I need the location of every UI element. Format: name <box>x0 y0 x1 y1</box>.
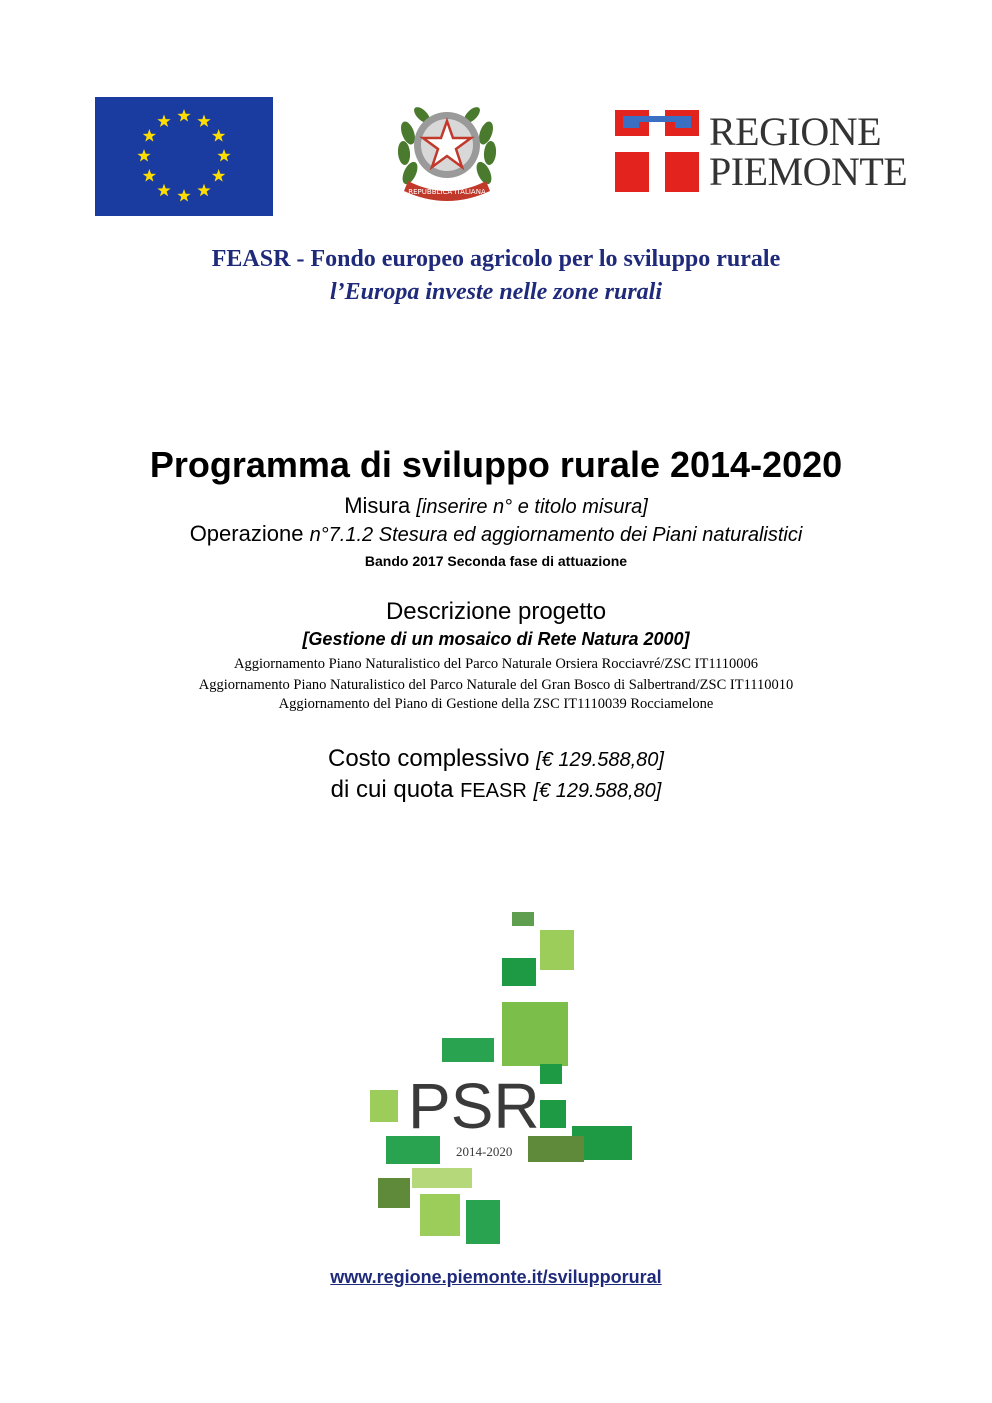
regione-piemonte-logo <box>615 108 908 196</box>
description-line: Aggiornamento Piano Naturalistico del Parco Naturale del Gran Bosco di Salbertrand/ZSC IT1110010 <box>198 677 794 693</box>
eu-star-icon <box>212 169 225 182</box>
eu-star-icon <box>157 184 170 197</box>
psr-text: PSR <box>408 1070 540 1142</box>
quota-line <box>0 776 992 804</box>
eu-star-icon <box>157 114 170 127</box>
eu-star-icon <box>212 129 225 142</box>
description-line: Aggiornamento Piano Naturalistico del Parco Naturale Orsiera Rocciavré/ZSC IT1110006 <box>234 656 758 672</box>
misura-line <box>0 493 992 519</box>
eu-star-icon <box>177 189 190 202</box>
quota-value: [€ 129.588,80] <box>533 780 662 802</box>
eu-star-icon <box>137 149 150 162</box>
eu-star-icon <box>143 169 156 182</box>
misura-value: [inserire n° e titolo misura] <box>416 496 648 518</box>
eu-star-icon <box>143 129 156 142</box>
description-heading: Descrizione progetto <box>385 598 607 625</box>
eu-star-icon <box>217 149 230 162</box>
eu-flag-icon <box>95 97 273 216</box>
total-cost-line <box>0 745 992 773</box>
eu-star-icon <box>197 184 210 197</box>
description-line: Aggiornamento del Piano di Gestione della ZSC IT1110039 Rocciamelone <box>278 696 714 712</box>
quota-fund: FEASR <box>460 780 527 802</box>
italian-republic-emblem-icon <box>394 93 500 203</box>
feasr-title: FEASR - Fondo europeo agricolo per lo sviluppo rurale <box>211 246 781 272</box>
operazione-label: Operazione <box>189 521 304 546</box>
operazione-line <box>0 521 992 547</box>
eu-star-icon <box>197 114 210 127</box>
operazione-value: n°7.1.2 Stesura ed aggiornamento dei Piani naturalistici <box>309 524 803 546</box>
misura-label: Misura <box>344 493 411 518</box>
quota-label: di cui quota <box>330 776 454 803</box>
eu-stars <box>95 97 273 216</box>
website-link[interactable]: www.regione.piemonte.it/svilupporural <box>330 1267 662 1287</box>
regione-piemonte-shield-icon <box>615 110 699 192</box>
emblem-ribbon-text: REPUBBLICA ITALIANA <box>408 188 486 196</box>
total-cost-value: [€ 129.588,80] <box>536 749 664 771</box>
piemonte-name: PIEMONTE <box>709 149 908 194</box>
feasr-subtitle: l’Europa investe nelle zone rurali <box>329 279 663 305</box>
program-title: Programma di sviluppo rurale 2014-2020 <box>149 444 843 485</box>
regione-name: REGIONE <box>709 109 882 154</box>
psr-years: 2014-2020 <box>456 1144 513 1159</box>
bando-line: Bando 2017 Seconda fase di attuazione <box>364 553 628 569</box>
total-cost-label: Costo complessivo <box>328 745 530 772</box>
psr-logo <box>366 908 636 1248</box>
project-title: [Gestione di un mosaico di Rete Natura 2000] <box>302 629 690 649</box>
eu-star-icon <box>177 109 190 122</box>
